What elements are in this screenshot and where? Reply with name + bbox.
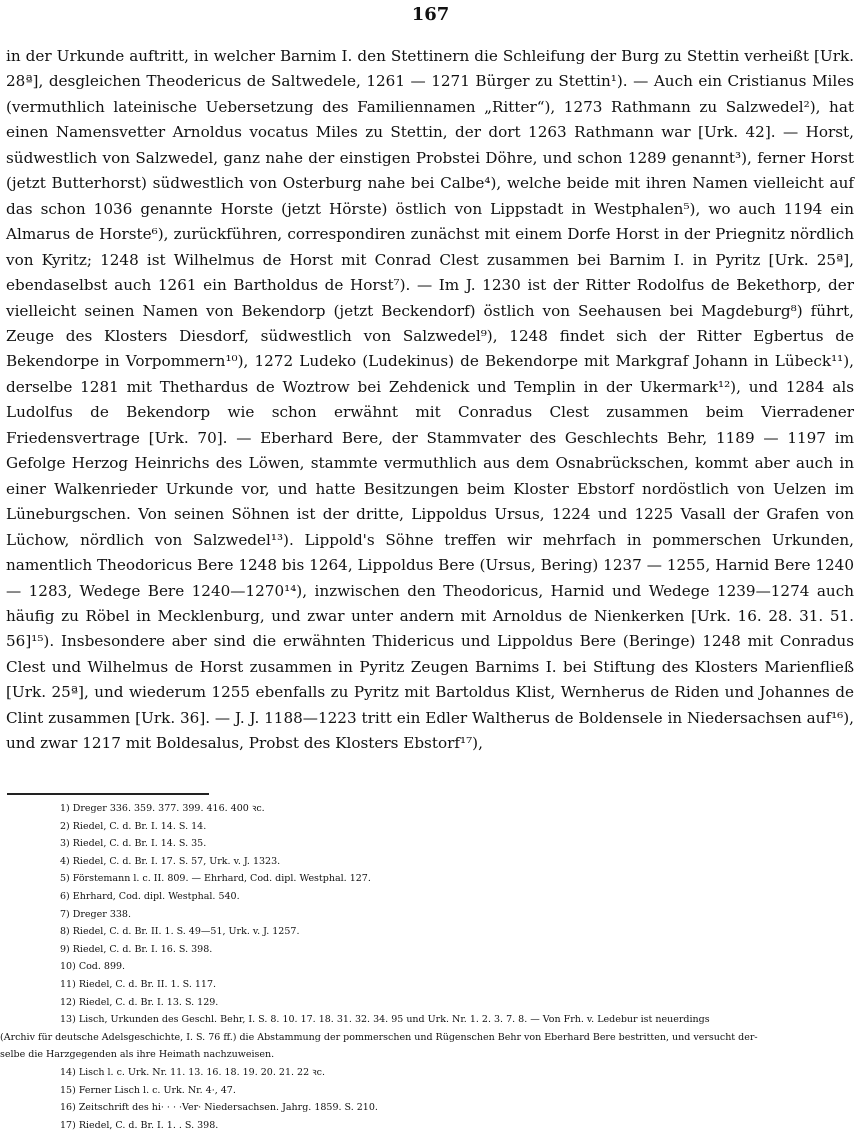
footnote: 1) Dreger 336. 359. 377. 399. 416. 400 ꝛc. bbox=[60, 803, 265, 814]
footnote: 6) Ehrhard, Cod. dipl. Westphal. 540. bbox=[60, 890, 240, 902]
paragraph: in der Urkunde auftritt, in welcher Barnim I. den Stettinern die Schleifung der Burg zu Stettin verheißt [Urk. 28ª], desgleichen Theodericus de Saltwedele, 1261 — 1271 Bürger zu Stettin¹). — Auch ein Cristianus Miles (vermuthlich lateinische Uebersetzung des Familiennamen „Ritter“), 1273 Rathmann zu Salzwedel²), hat einen Namensvetter Arnoldus vocatus Miles zu Stettin, der dort 1263 Rathmann war [Urk. 42]. — Horst, südwestlich von Salzwedel, ganz nahe der einstigen Probstei Döhre, und schon 1289 genannt³), ferner Horst (jetzt Butterhorst) südwestlich von Osterburg nahe bei Calbe⁴), welche beide mit ihren Namen vielleicht auf das schon 1036 genannte Horste (jetzt Hörste) östlich von Lippstadt in Westphalen⁵), wo auch 1194 ein Almarus de Horste⁶), zurückführen, correspondiren zunächst mit einem Dorfe Horst in der Priegnitz nördlich von Kyritz; 1248 ist Wilhelmus de Horst mit Conrad Clest zusammen bei Barnim I. in Pyritz [Urk. 25ª], ebendaselbst auch 1261 ein Bartholdus de Horst⁷). — Im J. 1230 ist der Ritter Rodolfus de Bekethorp, der vielleicht seinen Namen von Bekendorp (jetzt Beckendorf) östlich von Seehausen bei Magdeburg⁸) führt, Zeuge des Klosters Diesdorf, südwestlich von Salzwedel⁹), 1248 findet sich der Ritter Egbertus de Bekendorpe in Vorpommern¹⁰), 1272 Ludeko (Ludekinus) de Bekendorpe mit Markgraf Johann in Lübeck¹¹), derselbe 1281 mit Thethardus de Woztrow bei Zehdenick und Templin in der Ukermark¹²), und 1284 als Ludolfus de Bekendorp wie schon erwähnt mit Conradus Clest zusammen beim Vierradener Friedensvertrage [Urk. 70]. — Eberhard Bere, der Stammvater des Geschlechts Behr, 1189 — 1197 im Gefolge Herzog Heinrichs des Löwen, stammte vermuthlich aus dem Osnabrückschen, kommt aber auch in einer Walkenrieder Urkunde vor, und hatte Besitzungen beim Kloster Ebstorf nordöstlich von Uelzen im Lüneburgschen. Von seinen Söhnen ist der dritte, Lippoldus Ursus, 1224 und 1225 Vasall der Grafen von Lüchow, nördlich von Salzwedel¹³). Lippold's Söhne treffen wir mehrfach in pommerschen Urkunden, namentlich Theodoricus Bere 1248 bis 1264, Lippoldus Bere (Ursus, Bering) 1237 — 1255, Harnid Bere 1240 — 1283, Wedege Bere 1240—1270¹⁴), inzwischen den Theodoricus, Harnid und Wedege 1239—1274 auch häufig zu Röbel in Mecklenburg, und zwar unter andern mit Arnoldus de Nienkerken [Urk. 16. 28. 31. 51. 56]¹⁵). Insbesondere aber sind die erwähnten Thidericus und Lippoldus Bere (Beringe) 1248 mit Conradus Clest und Wilhelmus de Horst zusammen in Pyritz Zeugen Barnims I. bei Stiftung des Klosters Marienfließ [Urk. 25ª], und wiederum 1255 ebenfalls zu Pyritz mit Bartoldus Klist, Wernherus de Riden und Johannes de Clint zusammen [Urk. 36]. — J. J. 1188—1223 tritt ein Edler Waltherus de Boldensele in Niedersachsen auf¹⁶), und zwar 1217 mit Boldesalus, Probst des Klosters Ebstorf¹⁷), bbox=[6, 47, 854, 753]
footnote: 11) Riedel, C. d. Br. II. 1. S. 117. bbox=[60, 978, 217, 990]
footnote: 16) Zeitschrift des hi· · · ·Ver· Niedersachsen. Jahrg. 1859. S. 210. bbox=[60, 1102, 378, 1114]
footnote: 12) Riedel, C. d. Br. I. 13. S. 129. bbox=[60, 996, 219, 1008]
footnote: 10) Cod. 899. bbox=[60, 961, 126, 973]
footnote: 2) Riedel, C. d. Br. I. 14. S. 14. bbox=[60, 820, 207, 832]
footnote: 9) Riedel, C. d. Br. I. 16. S. 398. bbox=[60, 943, 213, 955]
footnotes bbox=[0, 800, 861, 1134]
footnote-line: selbe die Harzgegenden als ihre Heimath nachzuweisen. bbox=[0, 1049, 275, 1061]
footnote: 8) Riedel, C. d. Br. II. 1. S. 49—51, Urk. v. J. 1257. bbox=[60, 926, 300, 938]
footnote: 5) Förstemann l. c. II. 809. — Ehrhard, Cod. dipl. Westphal. 127. bbox=[60, 873, 371, 885]
footnote: 15) Ferner Lisch l. c. Urk. Nr. 4·, 47. bbox=[60, 1084, 236, 1096]
page-number: 167 bbox=[411, 4, 450, 25]
footnote: 7) Dreger 338. bbox=[60, 908, 131, 920]
footnote-13 bbox=[0, 1011, 861, 1064]
footnote-line: (Archiv für deutsche Adelsgeschichte, I. S. 76 ff.) die Abstammung der pommerschen und Rügenschen Behr von Eberhard Bere bestritten, und versucht der- bbox=[0, 1031, 758, 1043]
footnote: 17) Riedel, C. d. Br. I. 1. . S. 398. bbox=[60, 1119, 219, 1131]
footnote: 3) Riedel, C. d. Br. I. 14. S. 35. bbox=[60, 838, 207, 850]
footnote-line: 13) Lisch, Urkunden des Geschl. Behr, I. S. 8. 10. 17. 18. 31. 32. 34. 95 und Urk. Nr. 1. 2. 3. 7. 8. — Von Frh. v. Ledebur ist neuerdings bbox=[60, 1014, 710, 1026]
body-text bbox=[6, 44, 854, 757]
footnote-separator bbox=[7, 793, 209, 795]
footnote: 14) Lisch l. c. Urk. Nr. 11. 13. 16. 18. 19. 20. 21. 22 ꝛc. bbox=[60, 1066, 325, 1078]
footnote: 4) Riedel, C. d. Br. I. 17. S. 57, Urk. v. J. 1323. bbox=[60, 855, 281, 867]
